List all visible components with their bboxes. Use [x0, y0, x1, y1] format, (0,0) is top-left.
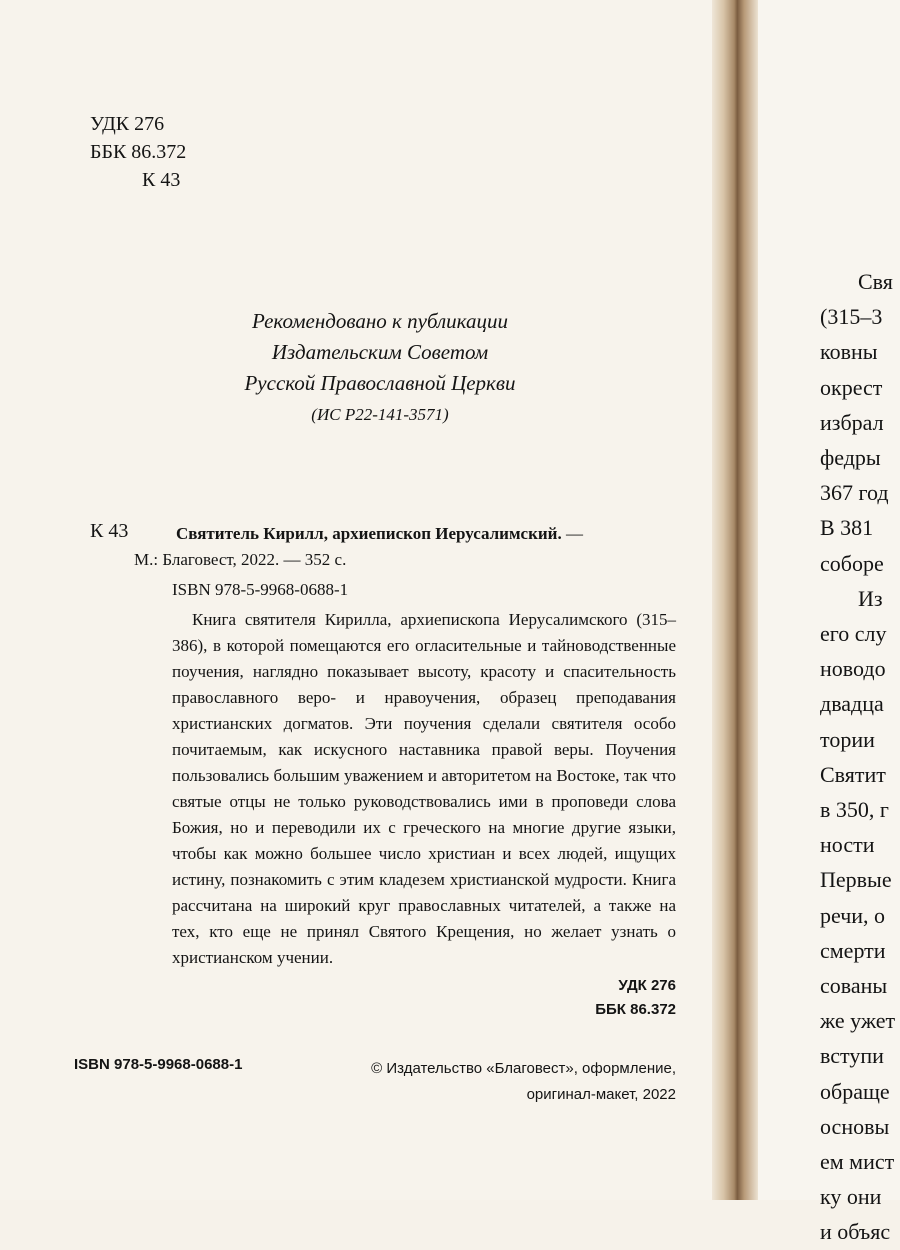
right-page-line: федры	[820, 445, 881, 471]
copyright-line-2: оригинал-макет, 2022	[526, 1086, 676, 1103]
classification-codes	[90, 110, 186, 194]
right-page-line: основы	[820, 1113, 890, 1139]
recommendation-line-1: Рекомендовано к публикации	[252, 309, 508, 333]
copyright-line-1: © Издательство «Благовест», оформление,	[371, 1060, 676, 1077]
right-page-line: ности	[820, 832, 875, 858]
right-page-line: 367 год	[820, 480, 889, 506]
right-page-line: Из	[858, 585, 883, 611]
book-title: Святитель Кирилл, архиепископ Иерусалимский.	[176, 524, 562, 543]
recommendation-line-3: Русской Православной Церкви	[244, 371, 516, 395]
right-page-line: Первые	[820, 867, 892, 893]
right-page-line: сованы	[820, 973, 888, 999]
catalog-title-line	[176, 521, 676, 547]
right-page-line: двадца	[820, 691, 884, 717]
bleed-through-heading	[270, 116, 278, 150]
right-page-line: ковны	[820, 339, 878, 365]
catalog-isbn: ISBN 978-5-9968-0688-1	[172, 580, 349, 599]
bbk-code: ББК 86.372	[90, 141, 187, 163]
right-page-line: же ужет	[820, 1008, 896, 1034]
right-page-line: речи, о	[820, 902, 886, 928]
bottom-classification-codes	[520, 974, 676, 1022]
right-page-line: новодо	[820, 656, 886, 682]
right-page-line: (315–3	[820, 304, 883, 330]
right-page-line: смерти	[820, 937, 886, 963]
right-page-line: его слу	[820, 621, 887, 647]
footer-isbn: ISBN 978-5-9968-0688-1	[74, 1056, 243, 1073]
right-page-line: ем мист	[820, 1149, 895, 1175]
recommendation-block	[170, 306, 590, 430]
title-dash: —	[561, 524, 583, 543]
bottom-udk-code: УДК 276	[618, 977, 676, 994]
bottom-bbk-code: ББК 86.372	[595, 1001, 676, 1018]
right-page-text	[820, 264, 900, 1250]
catalog-author-mark: К 43	[90, 520, 129, 542]
author-mark: К 43	[142, 169, 181, 191]
right-page-line: обраще	[820, 1078, 890, 1104]
right-page-line: Святит	[820, 761, 886, 787]
catalog-record	[134, 521, 676, 971]
right-page-line: В 381	[820, 515, 874, 541]
right-page-line: вступи	[820, 1043, 884, 1069]
right-page-line: ку они	[820, 1184, 882, 1210]
right-page-line: избрал	[820, 409, 884, 435]
recommendation-line-2: Издательским Советом	[271, 340, 489, 364]
book-description	[172, 607, 676, 971]
description-text: Книга святителя Кирилла, архиепископа Иерусалимского (315–386), в которой помещаются его огласительные и тайноводственные поучения, наглядно показывает высоту, красоту и спасительность православного веро- и нравоучения, образец преподавания христианских догматов. Эти поучения сделали святителя особо почитаемым, как искусного наставника правой веры. Поучения пользовались большим уважением и авторитетом на Востоке, так что святые отцы не только руководствовались ими в проповеди слова Божия, но и переводили их с греческого на многие другие языки, чтобы как можно большее число христиан и всех людей, ищущих истину, познакомить с этим кладезем христианской мудрости. Книга рассчитана на широкий круг православных читателей, а также на тех, кто еще не принял Святого Крещения, но желает узнать о христианском учении.	[172, 610, 676, 967]
right-page-line: Свя	[858, 269, 893, 294]
right-page-line: окрест	[820, 374, 883, 400]
right-page-line: тории	[820, 726, 875, 752]
right-page-line: в 350, г	[820, 797, 889, 823]
udk-code: УДК 276	[90, 113, 165, 135]
imprint: М.: Благовест, 2022. — 352 с.	[134, 550, 347, 569]
right-page-line: и объяс	[820, 1219, 891, 1245]
copyright-notice	[340, 1056, 676, 1108]
recommendation-code: (ИС Р22-141-3571)	[311, 405, 449, 424]
book-spine-shadow	[712, 0, 758, 1200]
right-page-line: соборе	[820, 550, 884, 576]
